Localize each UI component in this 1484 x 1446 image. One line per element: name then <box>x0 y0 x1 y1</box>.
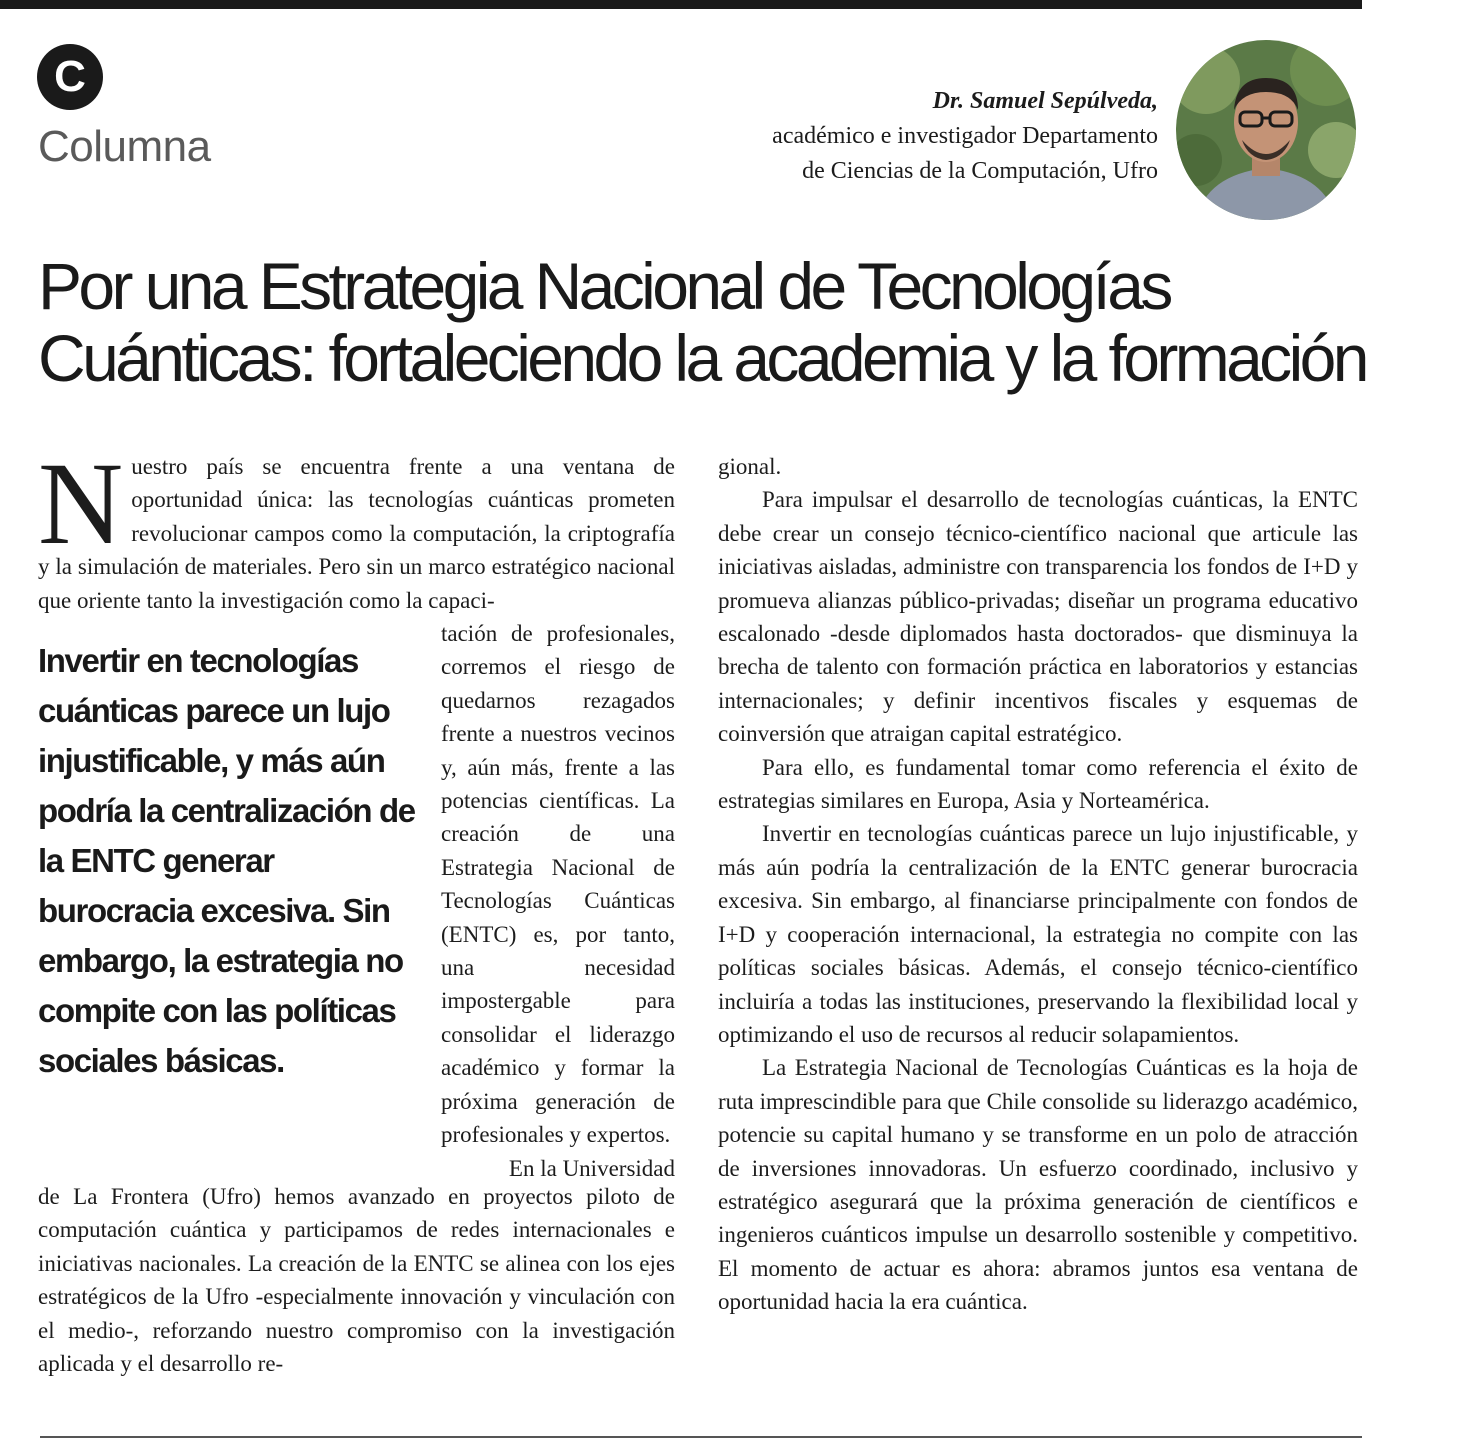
paragraph-5: Invertir en tecnologías cuánticas parece un lujo injustificable, y más aún podría la centralización de la ENTC generar burocracia excesiva. Sin embargo, al financiarse principalmente con fondos de I+D y cooperación internacional, la estrategia no compite con las políticas sociales básicas. Además, el consejo técnico-científico incluiría a todas las instituciones, preservando la flexibilidad local y optimizando el uso de recursos al reducir solapamientos. <box>718 821 1358 1047</box>
section-badge: C <box>37 44 103 110</box>
column-left-narrow <box>441 617 675 1185</box>
author-name: Dr. Samuel Sepúlveda, <box>932 88 1158 114</box>
column-left-bottom <box>38 1180 675 1380</box>
section-label: Columna <box>38 122 211 171</box>
top-rule <box>0 0 1362 9</box>
paragraph-3: Para impulsar el desarrollo de tecnologías cuánticas, la ENTC debe crear un consejo técnico-científico nacional que articule las iniciativas aisladas, administre con transparencia los fondos de I+D y promueva alianzas público-privadas; diseñar un programa educativo escalonado -desde diplomados hasta doctorados- que disminuya la brecha de talento con formación práctica en laboratorios y estancias internacionales; y definir incentivos fiscales y esquemas de coinversión que atraigan capital estratégico. <box>718 487 1358 747</box>
column-right <box>718 450 1358 1319</box>
headline-line-2: Cuánticas: fortaleciendo la academia y la formación <box>38 321 1366 395</box>
author-role-line-2: de Ciencias de la Computación, Ufro <box>802 158 1158 184</box>
headline <box>38 250 1378 394</box>
author-role-line-1: académico e investigador Departamento <box>772 123 1158 149</box>
paragraph-2-start: En la Universidad <box>508 1155 675 1181</box>
pull-quote: Invertir en tecnologías cuánticas parece un lujo injustificable, y más aún podría la centralización de la ENTC generar burocracia excesiva. Sin embargo, la estrategia no compite con las políticas sociales básicas. <box>38 642 415 1079</box>
paragraph-1-continued: tación de profesionales, corremos el riesgo de quedarnos rezagados frente a nuestros vecinos y, aún más, frente a las potencias científicas. La creación de una Estrategia Nacional de Tecnologías Cuánticas (ENTC) es, por tanto, una necesidad impostergable para consolidar el liderazgo académico y formar la próxima generación de profesionales y expertos. <box>441 621 675 1148</box>
paragraph-6: La Estrategia Nacional de Tecnologías Cuánticas es la hoja de ruta imprescindible para que Chile consolide su liderazgo académico, potencie su capital humano y se transforme en un polo de atracción de inversiones innovadoras. Un esfuerzo coordinado, inclusivo y estratégico asegurará que la próxima generación de científicos e ingenieros cuánticos impulse un desarrollo sostenible y competitivo. El momento de actuar es ahora: abramos juntos esa ventana de oportunidad hacia la era cuántica. <box>718 1055 1358 1315</box>
paragraph-2-rest: de La Frontera (Ufro) hemos avanzado en proyectos piloto de computación cuántica y participamos de redes internacionales e iniciativas nacionales. La creación de la ENTC se alinea con los ejes estratégicos de la Ufro -especialmente innovación y vinculación con el medio-, reforzando nuestro compromiso con la investigación aplicada y el desarrollo re- <box>38 1184 675 1377</box>
paragraph-4: Para ello, es fundamental tomar como referencia el éxito de estrategias similares en Europa, Asia y Norteamérica. <box>718 754 1358 814</box>
author-photo <box>1176 40 1356 220</box>
author-byline <box>598 84 1158 189</box>
paragraph-2-end: gional. <box>718 454 782 479</box>
drop-cap: N <box>38 438 124 569</box>
bottom-rule <box>40 1436 1362 1438</box>
column-left-intro <box>38 438 675 617</box>
headline-line-1: Por una Estrategia Nacional de Tecnologías <box>38 249 1170 323</box>
paragraph-1-top: uestro país se encuentra frente a una ventana de oportunidad única: las tecnologías cuánticas prometen revolucionar campos como la computación, la criptografía y la simulación de materiales. Pero sin un marco estratégico nacional que oriente tanto la investigación como la capaci- <box>38 454 675 613</box>
